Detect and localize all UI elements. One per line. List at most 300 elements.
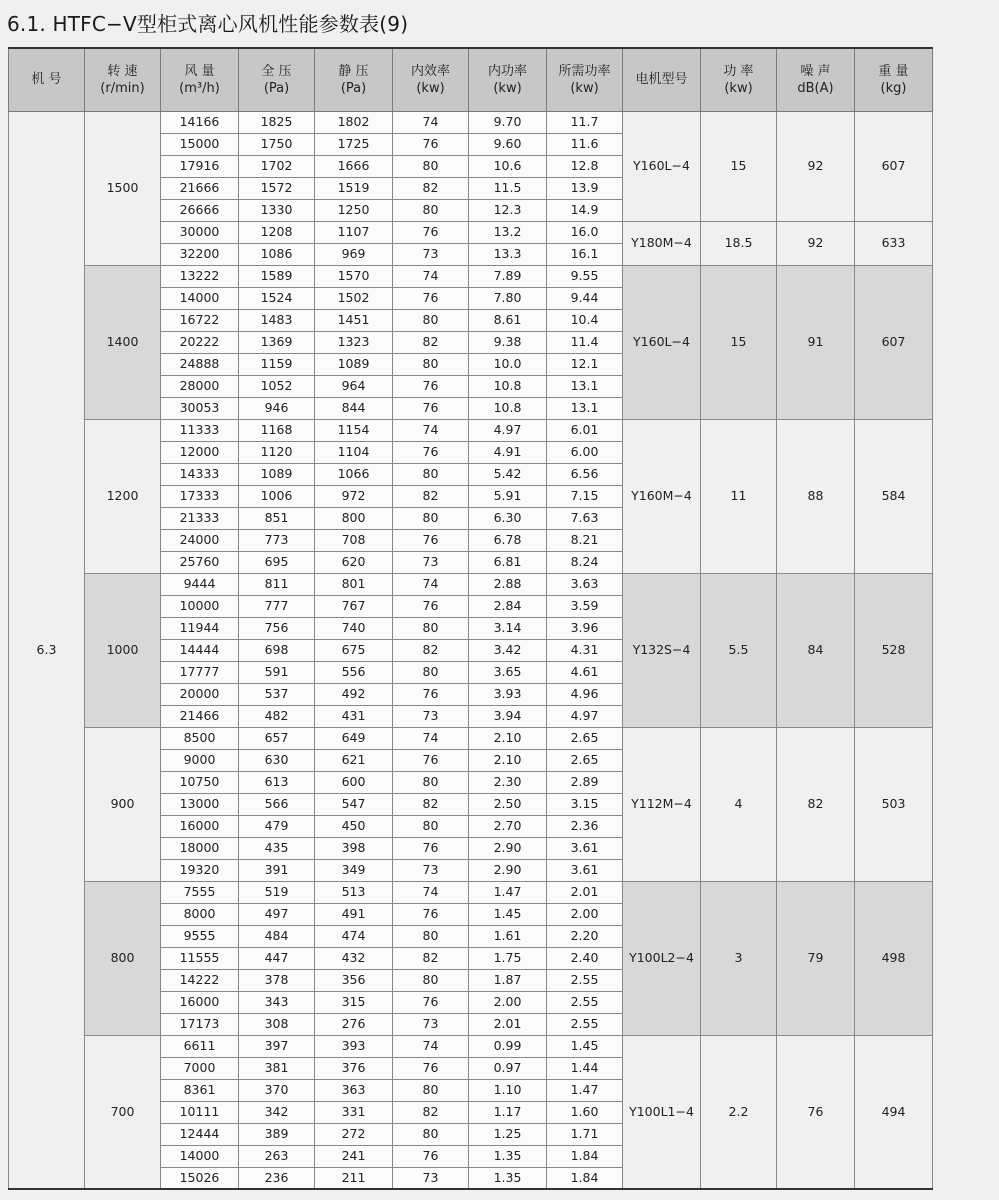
static-pressure-cell: 513 — [315, 881, 393, 903]
airflow-cell: 20000 — [161, 683, 239, 705]
airflow-cell: 11944 — [161, 617, 239, 639]
static-pressure-cell: 349 — [315, 859, 393, 881]
total-pressure-cell: 777 — [239, 595, 315, 617]
required-power-cell: 12.1 — [547, 353, 623, 375]
efficiency-cell: 74 — [393, 265, 469, 287]
motor-power-cell: 15 — [701, 111, 777, 221]
efficiency-cell: 80 — [393, 309, 469, 331]
airflow-cell: 6611 — [161, 1035, 239, 1057]
required-power-cell: 4.31 — [547, 639, 623, 661]
total-pressure-cell: 1825 — [239, 111, 315, 133]
required-power-cell: 3.59 — [547, 595, 623, 617]
required-power-cell: 2.55 — [547, 1013, 623, 1035]
airflow-cell: 9555 — [161, 925, 239, 947]
static-pressure-cell: 1725 — [315, 133, 393, 155]
internal-power-cell: 4.97 — [469, 419, 547, 441]
required-power-cell: 6.56 — [547, 463, 623, 485]
efficiency-cell: 80 — [393, 771, 469, 793]
required-power-cell: 1.84 — [547, 1145, 623, 1167]
column-header — [623, 48, 701, 111]
internal-power-cell: 10.8 — [469, 397, 547, 419]
total-pressure-cell: 946 — [239, 397, 315, 419]
internal-power-cell: 2.90 — [469, 859, 547, 881]
internal-power-cell: 2.88 — [469, 573, 547, 595]
column-header — [393, 48, 469, 111]
efficiency-cell: 73 — [393, 1013, 469, 1035]
required-power-cell: 14.9 — [547, 199, 623, 221]
static-pressure-cell: 600 — [315, 771, 393, 793]
static-pressure-cell: 1107 — [315, 221, 393, 243]
weight-cell: 584 — [855, 419, 933, 573]
efficiency-cell: 76 — [393, 749, 469, 771]
efficiency-cell: 76 — [393, 1145, 469, 1167]
efficiency-cell: 76 — [393, 375, 469, 397]
internal-power-cell: 10.0 — [469, 353, 547, 375]
required-power-cell: 1.47 — [547, 1079, 623, 1101]
internal-power-cell: 1.75 — [469, 947, 547, 969]
efficiency-cell: 82 — [393, 947, 469, 969]
motor-power-cell: 5.5 — [701, 573, 777, 727]
total-pressure-cell: 1702 — [239, 155, 315, 177]
required-power-cell: 3.61 — [547, 837, 623, 859]
airflow-cell: 21466 — [161, 705, 239, 727]
efficiency-cell: 76 — [393, 991, 469, 1013]
internal-power-cell: 5.91 — [469, 485, 547, 507]
airflow-cell: 15026 — [161, 1167, 239, 1189]
total-pressure-cell: 756 — [239, 617, 315, 639]
total-pressure-cell: 1208 — [239, 221, 315, 243]
airflow-cell: 16000 — [161, 991, 239, 1013]
airflow-cell: 12000 — [161, 441, 239, 463]
static-pressure-cell: 844 — [315, 397, 393, 419]
total-pressure-cell: 263 — [239, 1145, 315, 1167]
airflow-cell: 32200 — [161, 243, 239, 265]
column-header — [469, 48, 547, 111]
efficiency-cell: 80 — [393, 969, 469, 991]
total-pressure-cell: 1168 — [239, 419, 315, 441]
required-power-cell: 2.36 — [547, 815, 623, 837]
airflow-cell: 9444 — [161, 573, 239, 595]
speed-cell: 800 — [85, 881, 161, 1035]
static-pressure-cell: 241 — [315, 1145, 393, 1167]
column-header-unit: (kw) — [416, 80, 445, 96]
internal-power-cell: 0.97 — [469, 1057, 547, 1079]
static-pressure-cell: 1519 — [315, 177, 393, 199]
total-pressure-cell: 811 — [239, 573, 315, 595]
airflow-cell: 13000 — [161, 793, 239, 815]
internal-power-cell: 2.10 — [469, 727, 547, 749]
internal-power-cell: 10.6 — [469, 155, 547, 177]
static-pressure-cell: 492 — [315, 683, 393, 705]
total-pressure-cell: 1052 — [239, 375, 315, 397]
column-header-unit: dB(A) — [797, 80, 834, 96]
internal-power-cell: 3.42 — [469, 639, 547, 661]
column-header — [161, 48, 239, 111]
airflow-cell: 17173 — [161, 1013, 239, 1035]
efficiency-cell: 82 — [393, 639, 469, 661]
airflow-cell: 14000 — [161, 1145, 239, 1167]
required-power-cell: 2.65 — [547, 749, 623, 771]
required-power-cell: 11.6 — [547, 133, 623, 155]
efficiency-cell: 76 — [393, 837, 469, 859]
internal-power-cell: 2.90 — [469, 837, 547, 859]
airflow-cell: 17333 — [161, 485, 239, 507]
airflow-cell: 12444 — [161, 1123, 239, 1145]
motor-power-cell: 11 — [701, 419, 777, 573]
column-header-label: 机 号 — [31, 72, 62, 88]
required-power-cell: 11.7 — [547, 111, 623, 133]
static-pressure-cell: 211 — [315, 1167, 393, 1189]
static-pressure-cell: 675 — [315, 639, 393, 661]
required-power-cell: 8.24 — [547, 551, 623, 573]
column-header-label: 电机型号 — [635, 72, 688, 88]
efficiency-cell: 73 — [393, 243, 469, 265]
static-pressure-cell: 276 — [315, 1013, 393, 1035]
efficiency-cell: 82 — [393, 1101, 469, 1123]
internal-power-cell: 6.30 — [469, 507, 547, 529]
required-power-cell: 4.96 — [547, 683, 623, 705]
column-header-label: 噪 声 — [800, 63, 831, 79]
total-pressure-cell: 537 — [239, 683, 315, 705]
motor-power-cell: 18.5 — [701, 221, 777, 265]
airflow-cell: 14444 — [161, 639, 239, 661]
column-header — [85, 48, 161, 111]
static-pressure-cell: 432 — [315, 947, 393, 969]
column-header — [547, 48, 623, 111]
internal-power-cell: 9.60 — [469, 133, 547, 155]
required-power-cell: 2.00 — [547, 903, 623, 925]
noise-cell: 91 — [777, 265, 855, 419]
total-pressure-cell: 1330 — [239, 199, 315, 221]
column-header-label: 转 速 — [107, 63, 138, 79]
internal-power-cell: 1.61 — [469, 925, 547, 947]
efficiency-cell: 80 — [393, 1079, 469, 1101]
airflow-cell: 16722 — [161, 309, 239, 331]
motor-model-cell: Y132S−4 — [623, 573, 701, 727]
static-pressure-cell: 1323 — [315, 331, 393, 353]
total-pressure-cell: 370 — [239, 1079, 315, 1101]
column-header-unit: (kg) — [880, 80, 907, 96]
efficiency-cell: 80 — [393, 815, 469, 837]
column-header-unit: (kw) — [724, 80, 753, 96]
airflow-cell: 17916 — [161, 155, 239, 177]
total-pressure-cell: 378 — [239, 969, 315, 991]
airflow-cell: 13222 — [161, 265, 239, 287]
required-power-cell: 3.15 — [547, 793, 623, 815]
internal-power-cell: 7.89 — [469, 265, 547, 287]
efficiency-cell: 73 — [393, 705, 469, 727]
column-header-label: 静 压 — [338, 63, 369, 79]
airflow-cell: 10000 — [161, 595, 239, 617]
total-pressure-cell: 1089 — [239, 463, 315, 485]
total-pressure-cell: 1120 — [239, 441, 315, 463]
table-row — [9, 265, 933, 287]
total-pressure-cell: 1483 — [239, 309, 315, 331]
airflow-cell: 30053 — [161, 397, 239, 419]
noise-cell: 92 — [777, 221, 855, 265]
internal-power-cell: 3.65 — [469, 661, 547, 683]
efficiency-cell: 73 — [393, 1167, 469, 1189]
motor-model-cell: Y100L2−4 — [623, 881, 701, 1035]
internal-power-cell: 1.10 — [469, 1079, 547, 1101]
total-pressure-cell: 630 — [239, 749, 315, 771]
static-pressure-cell: 800 — [315, 507, 393, 529]
efficiency-cell: 76 — [393, 683, 469, 705]
total-pressure-cell: 236 — [239, 1167, 315, 1189]
efficiency-cell: 74 — [393, 573, 469, 595]
column-header-label: 功 率 — [723, 63, 754, 79]
static-pressure-cell: 708 — [315, 529, 393, 551]
required-power-cell: 9.44 — [547, 287, 623, 309]
efficiency-cell: 80 — [393, 155, 469, 177]
total-pressure-cell: 695 — [239, 551, 315, 573]
column-header-label: 重 量 — [878, 63, 909, 79]
total-pressure-cell: 484 — [239, 925, 315, 947]
airflow-cell: 8500 — [161, 727, 239, 749]
static-pressure-cell: 972 — [315, 485, 393, 507]
static-pressure-cell: 474 — [315, 925, 393, 947]
table-row — [9, 727, 933, 749]
required-power-cell: 16.0 — [547, 221, 623, 243]
required-power-cell: 8.21 — [547, 529, 623, 551]
efficiency-cell: 73 — [393, 859, 469, 881]
required-power-cell: 1.84 — [547, 1167, 623, 1189]
static-pressure-cell: 376 — [315, 1057, 393, 1079]
column-header — [701, 48, 777, 111]
total-pressure-cell: 497 — [239, 903, 315, 925]
efficiency-cell: 76 — [393, 903, 469, 925]
column-header-label: 内效率 — [410, 63, 450, 79]
static-pressure-cell: 964 — [315, 375, 393, 397]
required-power-cell: 7.15 — [547, 485, 623, 507]
airflow-cell: 7555 — [161, 881, 239, 903]
motor-model-cell: Y160L−4 — [623, 111, 701, 221]
internal-power-cell: 4.91 — [469, 441, 547, 463]
airflow-cell: 11333 — [161, 419, 239, 441]
internal-power-cell: 1.47 — [469, 881, 547, 903]
efficiency-cell: 82 — [393, 793, 469, 815]
airflow-cell: 10111 — [161, 1101, 239, 1123]
static-pressure-cell: 272 — [315, 1123, 393, 1145]
airflow-cell: 10750 — [161, 771, 239, 793]
static-pressure-cell: 363 — [315, 1079, 393, 1101]
internal-power-cell: 11.5 — [469, 177, 547, 199]
table-row — [9, 111, 933, 133]
total-pressure-cell: 851 — [239, 507, 315, 529]
weight-cell: 607 — [855, 111, 933, 221]
static-pressure-cell: 1570 — [315, 265, 393, 287]
noise-cell: 88 — [777, 419, 855, 573]
required-power-cell: 2.40 — [547, 947, 623, 969]
efficiency-cell: 80 — [393, 617, 469, 639]
speed-cell: 1000 — [85, 573, 161, 727]
internal-power-cell: 6.81 — [469, 551, 547, 573]
internal-power-cell: 9.38 — [469, 331, 547, 353]
table-row — [9, 1035, 933, 1057]
motor-model-cell: Y160L−4 — [623, 265, 701, 419]
internal-power-cell: 7.80 — [469, 287, 547, 309]
static-pressure-cell: 556 — [315, 661, 393, 683]
required-power-cell: 1.60 — [547, 1101, 623, 1123]
total-pressure-cell: 397 — [239, 1035, 315, 1057]
noise-cell: 92 — [777, 111, 855, 221]
weight-cell: 498 — [855, 881, 933, 1035]
static-pressure-cell: 969 — [315, 243, 393, 265]
total-pressure-cell: 1750 — [239, 133, 315, 155]
static-pressure-cell: 801 — [315, 573, 393, 595]
total-pressure-cell: 1589 — [239, 265, 315, 287]
total-pressure-cell: 773 — [239, 529, 315, 551]
airflow-cell: 7000 — [161, 1057, 239, 1079]
table-row — [9, 573, 933, 595]
static-pressure-cell: 331 — [315, 1101, 393, 1123]
internal-power-cell: 1.35 — [469, 1167, 547, 1189]
internal-power-cell: 2.30 — [469, 771, 547, 793]
airflow-cell: 19320 — [161, 859, 239, 881]
required-power-cell: 4.61 — [547, 661, 623, 683]
internal-power-cell: 13.2 — [469, 221, 547, 243]
static-pressure-cell: 431 — [315, 705, 393, 727]
total-pressure-cell: 482 — [239, 705, 315, 727]
required-power-cell: 2.55 — [547, 969, 623, 991]
weight-cell: 503 — [855, 727, 933, 881]
efficiency-cell: 80 — [393, 925, 469, 947]
airflow-cell: 14222 — [161, 969, 239, 991]
column-header-unit: (Pa) — [263, 80, 290, 96]
efficiency-cell: 76 — [393, 397, 469, 419]
total-pressure-cell: 1572 — [239, 177, 315, 199]
efficiency-cell: 76 — [393, 221, 469, 243]
static-pressure-cell: 491 — [315, 903, 393, 925]
total-pressure-cell: 479 — [239, 815, 315, 837]
motor-model-cell: Y160M−4 — [623, 419, 701, 573]
efficiency-cell: 80 — [393, 1123, 469, 1145]
noise-cell: 79 — [777, 881, 855, 1035]
efficiency-cell: 76 — [393, 441, 469, 463]
total-pressure-cell: 1369 — [239, 331, 315, 353]
column-header-label: 风 量 — [184, 63, 215, 79]
static-pressure-cell: 1089 — [315, 353, 393, 375]
efficiency-cell: 80 — [393, 661, 469, 683]
total-pressure-cell: 381 — [239, 1057, 315, 1079]
efficiency-cell: 76 — [393, 1057, 469, 1079]
efficiency-cell: 80 — [393, 507, 469, 529]
total-pressure-cell: 343 — [239, 991, 315, 1013]
required-power-cell: 1.71 — [547, 1123, 623, 1145]
weight-cell: 607 — [855, 265, 933, 419]
speed-cell: 1400 — [85, 265, 161, 419]
total-pressure-cell: 447 — [239, 947, 315, 969]
static-pressure-cell: 547 — [315, 793, 393, 815]
internal-power-cell: 13.3 — [469, 243, 547, 265]
motor-power-cell: 3 — [701, 881, 777, 1035]
table-body — [9, 111, 933, 1189]
efficiency-cell: 82 — [393, 177, 469, 199]
total-pressure-cell: 698 — [239, 639, 315, 661]
required-power-cell: 3.63 — [547, 573, 623, 595]
static-pressure-cell: 393 — [315, 1035, 393, 1057]
total-pressure-cell: 1086 — [239, 243, 315, 265]
airflow-cell: 17777 — [161, 661, 239, 683]
efficiency-cell: 82 — [393, 331, 469, 353]
total-pressure-cell: 308 — [239, 1013, 315, 1035]
airflow-cell: 20222 — [161, 331, 239, 353]
airflow-cell: 8000 — [161, 903, 239, 925]
airflow-cell: 21666 — [161, 177, 239, 199]
motor-model-cell: Y180M−4 — [623, 221, 701, 265]
required-power-cell: 6.01 — [547, 419, 623, 441]
table-header — [9, 48, 933, 111]
efficiency-cell: 76 — [393, 287, 469, 309]
column-header — [777, 48, 855, 111]
static-pressure-cell: 1154 — [315, 419, 393, 441]
total-pressure-cell: 657 — [239, 727, 315, 749]
total-pressure-cell: 389 — [239, 1123, 315, 1145]
required-power-cell: 3.96 — [547, 617, 623, 639]
column-header — [855, 48, 933, 111]
internal-power-cell: 2.84 — [469, 595, 547, 617]
table-row — [9, 881, 933, 903]
airflow-cell: 24888 — [161, 353, 239, 375]
table-row — [9, 419, 933, 441]
internal-power-cell: 3.94 — [469, 705, 547, 727]
static-pressure-cell: 398 — [315, 837, 393, 859]
airflow-cell: 16000 — [161, 815, 239, 837]
efficiency-cell: 80 — [393, 353, 469, 375]
required-power-cell: 2.55 — [547, 991, 623, 1013]
weight-cell: 494 — [855, 1035, 933, 1189]
internal-power-cell: 1.35 — [469, 1145, 547, 1167]
total-pressure-cell: 519 — [239, 881, 315, 903]
page-title: 6.1. HTFC−Ⅴ型柜式离心风机性能参数表(9) — [7, 12, 409, 36]
internal-power-cell: 8.61 — [469, 309, 547, 331]
airflow-cell: 8361 — [161, 1079, 239, 1101]
required-power-cell: 1.45 — [547, 1035, 623, 1057]
total-pressure-cell: 1159 — [239, 353, 315, 375]
airflow-cell: 24000 — [161, 529, 239, 551]
internal-power-cell: 9.70 — [469, 111, 547, 133]
efficiency-cell: 74 — [393, 419, 469, 441]
required-power-cell: 2.65 — [547, 727, 623, 749]
static-pressure-cell: 315 — [315, 991, 393, 1013]
column-header — [239, 48, 315, 111]
internal-power-cell: 1.45 — [469, 903, 547, 925]
airflow-cell: 9000 — [161, 749, 239, 771]
internal-power-cell: 10.8 — [469, 375, 547, 397]
total-pressure-cell: 342 — [239, 1101, 315, 1123]
efficiency-cell: 74 — [393, 1035, 469, 1057]
efficiency-cell: 73 — [393, 551, 469, 573]
airflow-cell: 28000 — [161, 375, 239, 397]
internal-power-cell: 1.87 — [469, 969, 547, 991]
efficiency-cell: 82 — [393, 485, 469, 507]
column-header-label: 所需功率 — [558, 63, 611, 79]
column-header-unit: (kw) — [493, 80, 522, 96]
internal-power-cell: 3.93 — [469, 683, 547, 705]
airflow-cell: 18000 — [161, 837, 239, 859]
static-pressure-cell: 740 — [315, 617, 393, 639]
speed-cell: 1500 — [85, 111, 161, 265]
internal-power-cell: 3.14 — [469, 617, 547, 639]
static-pressure-cell: 1104 — [315, 441, 393, 463]
airflow-cell: 21333 — [161, 507, 239, 529]
required-power-cell: 9.55 — [547, 265, 623, 287]
internal-power-cell: 5.42 — [469, 463, 547, 485]
noise-cell: 76 — [777, 1035, 855, 1189]
machine-number-cell: 6.3 — [9, 111, 85, 1189]
total-pressure-cell: 391 — [239, 859, 315, 881]
noise-cell: 84 — [777, 573, 855, 727]
